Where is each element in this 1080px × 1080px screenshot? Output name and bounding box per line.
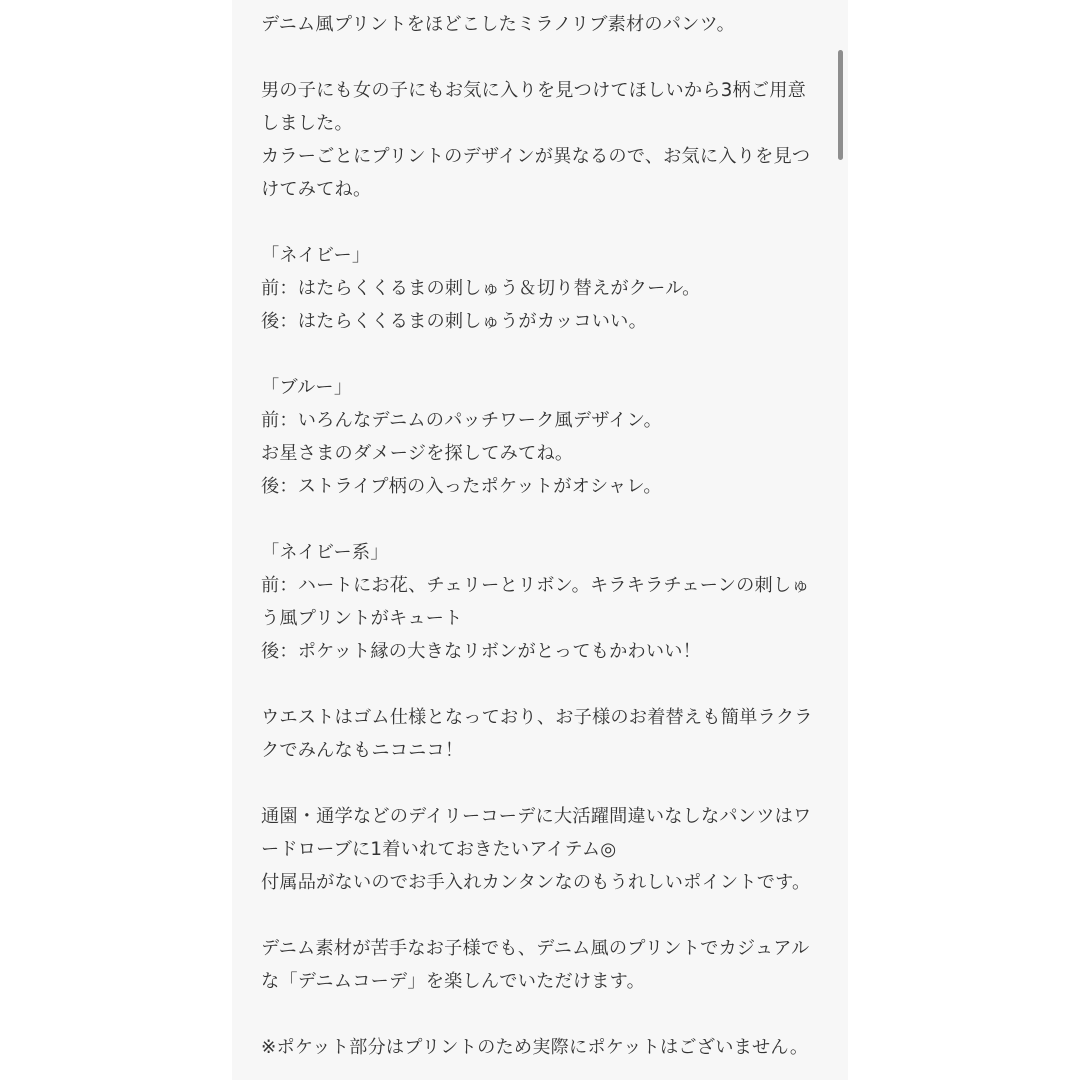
description-line: しました。 [261, 113, 353, 134]
description-line: クでみんなもニコニコ！ [261, 740, 464, 761]
product-description-text [261, 8, 831, 1064]
description-line: 後：ポケット縁の大きなリボンがとってもかわいい！ [261, 641, 702, 662]
description-line: 前：いろんなデニムのパッチワーク風デザイン。 [261, 410, 663, 431]
scrollbar[interactable] [838, 50, 845, 160]
blank-line [261, 503, 831, 536]
description-line: 後：はたらくくるまの刺しゅうがカッコいい。 [261, 311, 647, 332]
product-description-panel[interactable] [232, 0, 848, 1080]
blank-line [261, 899, 831, 932]
blank-line [261, 998, 831, 1031]
description-line: ※ポケット部分はプリントのため実際にポケットはございません。 [261, 1037, 809, 1058]
description-line: ードローブに1着いれておきたいアイテム◎ [261, 839, 617, 860]
description-line: 前：はたらくくるまの刺しゅう＆切り替えがクール。 [261, 278, 701, 299]
description-line: 付属品がないのでお手入れカンタンなのもうれしいポイントです。 [261, 872, 811, 893]
blank-line [261, 41, 831, 74]
description-line: 「ネイビー系」 [261, 542, 389, 563]
description-line: お星さまのダメージを探してみてね。 [261, 443, 574, 464]
description-line: 「ブルー」 [261, 377, 353, 398]
description-line: けてみてね。 [261, 179, 372, 200]
description-line: カラーごとにプリントのデザインが異なるので、お気に入りを見つ [261, 146, 811, 167]
blank-line [261, 668, 831, 701]
description-line: デニム風プリントをほどこしたミラノリブ素材のパンツ。 [261, 14, 736, 35]
blank-line [261, 767, 831, 800]
description-line: 男の子にも女の子にもお気に入りを見つけてほしいから3柄ご用意 [261, 80, 807, 101]
description-line: デニム素材が苦手なお子様でも、デニム風のプリントでカジュアル [261, 938, 810, 959]
description-line: 通園・通学などのデイリーコーデに大活躍間違いなしなパンツはワ [261, 806, 812, 827]
description-line: な「デニムコーデ」を楽しんでいただけます。 [261, 971, 645, 992]
description-line: う風プリントがキュート [261, 608, 463, 629]
blank-line [261, 338, 831, 371]
scrollbar-thumb[interactable] [838, 50, 843, 160]
description-line: ウエストはゴム仕様となっており、お子様のお着替えも簡単ラクラ [261, 707, 813, 728]
description-line: 後：ストライプ柄の入ったポケットがオシャレ。 [261, 476, 662, 497]
description-line: 前：ハートにお花、チェリーとリボン。キラキラチェーンの刺しゅ [261, 575, 810, 596]
blank-line [261, 206, 831, 239]
description-line: 「ネイビー」 [261, 245, 371, 266]
